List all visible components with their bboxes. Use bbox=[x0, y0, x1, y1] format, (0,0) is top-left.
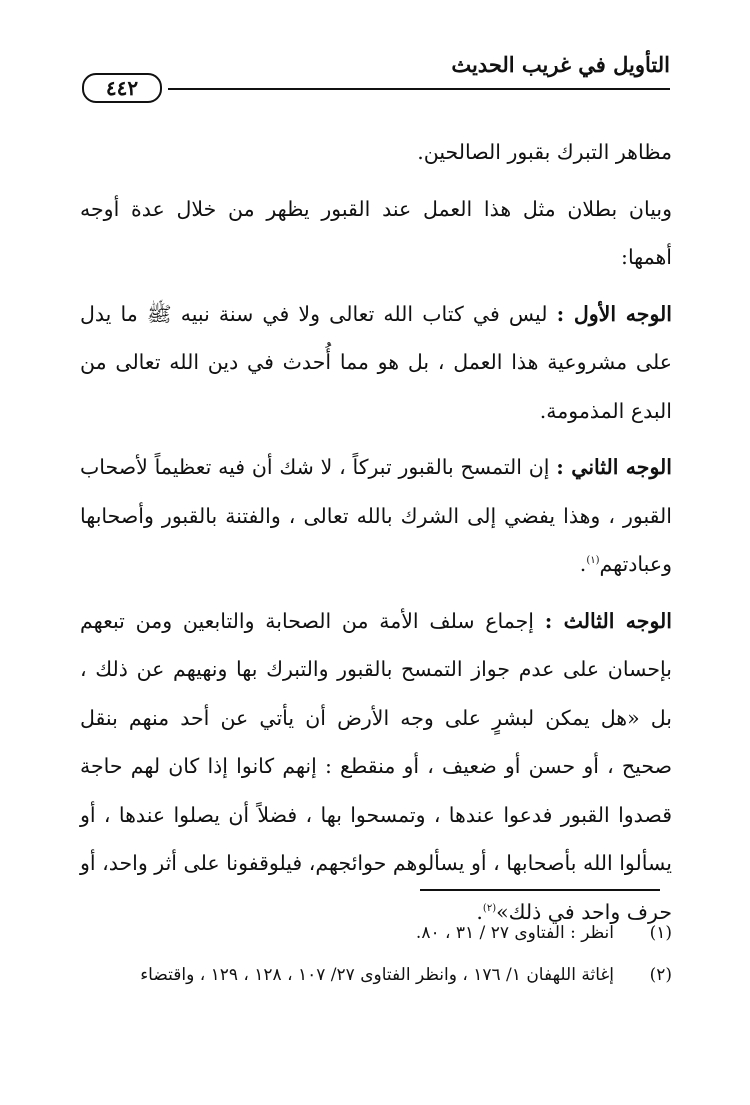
paragraph-lead: الوجه الأول : bbox=[556, 301, 672, 326]
page-header bbox=[82, 52, 670, 100]
paragraph-lead: الوجه الثالث : bbox=[544, 608, 672, 633]
paragraph-lead: الوجه الثاني : bbox=[556, 455, 672, 479]
paragraph-text: إجماع سلف الأمة من الصحابة والتابعين ومن تبعهم بإحسان على عدم جواز التمسح بالقبور والتبرك بها ونهيهم عن ذلك ، بل «هل يمكن لبشرٍ على وجه الأرض أن يأتي عن أحد منهم بنقل صحيح ، أو حسن أو ضعيف ، أو منقطع : إنهم كانوا إذا كان لهم حاجة قصدوا القبور فدعوا عندها ، وتمسحوا بها ، فضلاً أن يصلوا عندها ، أو يسألوا الله بأصحابها ، أو يسألوهم حوائجهم، فيلوقفونا على أثر واحد، أو حرف واحد في ذلك» bbox=[80, 608, 672, 924]
footnotes bbox=[80, 912, 672, 996]
paragraph-text: مظاهر التبرك بقبور الصالحين. bbox=[417, 140, 672, 164]
footnote-ref-1[interactable]: (١) bbox=[586, 555, 600, 567]
paragraph-3 bbox=[80, 290, 672, 436]
paragraph-tail: . bbox=[476, 899, 483, 924]
paragraph-tail: . bbox=[579, 552, 587, 576]
paragraph-4 bbox=[80, 443, 672, 589]
footnote-ref-2[interactable]: (٢) bbox=[482, 902, 497, 914]
footnote-separator bbox=[420, 889, 660, 891]
footnote-number: (٢) bbox=[649, 965, 672, 985]
paragraph-2 bbox=[80, 185, 672, 282]
footnote-number: (١) bbox=[649, 923, 672, 943]
footnote-text: انظر : الفتاوى ٢٧ / ٣١ ، ٨٠. bbox=[415, 923, 614, 943]
page-number: ٤٤٢ bbox=[82, 73, 162, 103]
footnote-2 bbox=[80, 954, 672, 996]
main-text bbox=[80, 128, 672, 944]
header-rule bbox=[168, 88, 670, 90]
paragraph-text: إن التمسح بالقبور تبركاً ، لا شك أن فيه تعظيماً لأصحاب القبور ، وهذا يفضي إلى الشرك بالله تعالى ، والفتنة بالقبور وأصحابها وعبادتهم bbox=[80, 455, 672, 576]
footnote-1 bbox=[80, 912, 672, 954]
paragraph-1 bbox=[80, 128, 672, 177]
footnote-text: إغاثة اللهفان ١/ ١٧٦ ، وانظر الفتاوى ٢٧/ ١٠٧ ، ١٢٨ ، ١٢٩ ، واقتضاء bbox=[140, 965, 614, 985]
paragraph-text: ليس في كتاب الله تعالى ولا في سنة نبيه ﷺ ما يدل على مشروعية هذا العمل ، بل هو مما أُحدث في دين الله تعالى من البدع المذمومة. bbox=[80, 301, 672, 423]
paragraph-5 bbox=[80, 597, 672, 937]
running-title: التأويل في غريب الحديث bbox=[451, 52, 670, 77]
paragraph-text: وبيان بطلان مثل هذا العمل عند القبور يظهر من خلال عدة أوجه أهمها: bbox=[80, 196, 672, 269]
